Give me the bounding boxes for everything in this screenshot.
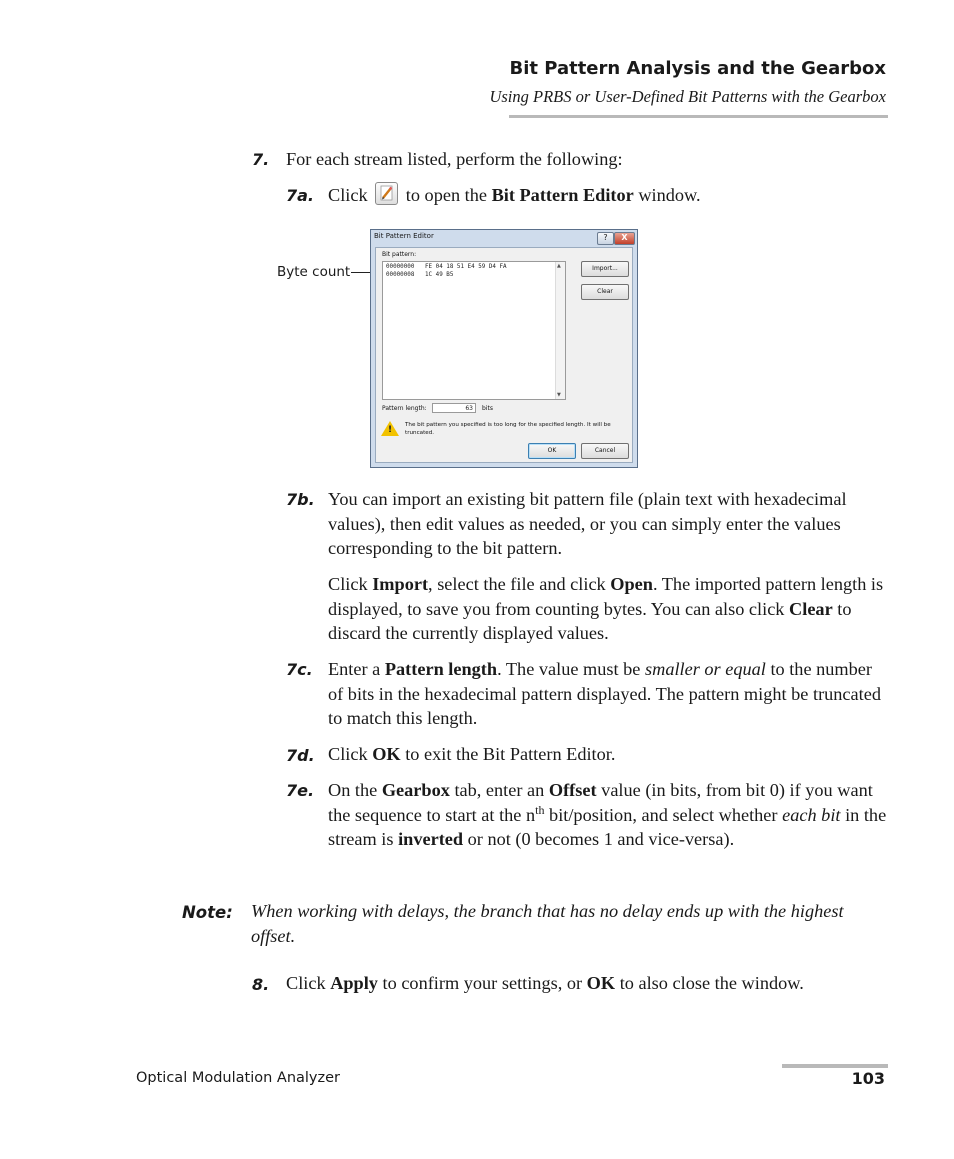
note-label: Note:	[182, 903, 233, 922]
pattern-length-input[interactable]: 63	[432, 403, 476, 413]
dialog-title: Bit Pattern Editor	[374, 232, 434, 240]
ok-button[interactable]: OK	[528, 443, 576, 459]
step-7b-number: 7b.	[286, 490, 315, 509]
warning-mark: !	[388, 425, 393, 435]
hex-bytes: 1C 49 B5	[425, 272, 454, 278]
step-7d-text: Click OK to exit the Bit Pattern Editor.	[328, 744, 616, 764]
step-7e-text: On the Gearbox tab, enter an Offset value (in bits, from bit 0) if you want the sequence to start at the $n^{th}$ bit/position, and select whether each bit in the stream is inverted or not (0 becomes 1 and vice-versa).	[328, 780, 887, 849]
byte-offset: 00000000	[386, 264, 415, 270]
scroll-up-icon[interactable]: ▲	[557, 263, 561, 269]
step-7a-text: Click to open the Bit Pattern Editor window.	[328, 182, 701, 208]
bits-label: bits	[482, 405, 493, 412]
step-7c-number: 7c.	[286, 660, 313, 679]
textarea-scrollbar[interactable]	[555, 262, 565, 399]
byte-offset: 00000008	[386, 272, 415, 278]
running-header-title: Bit Pattern Analysis and the Gearbox	[509, 58, 886, 79]
step-7d-number: 7d.	[286, 746, 315, 765]
note-text: When working with delays, the branch that has no delay ends up with the highest offset.	[251, 901, 844, 946]
bit-pattern-editor-dialog	[370, 229, 638, 468]
byte-count-callout: Byte count	[277, 264, 351, 280]
running-header-subtitle: Using PRBS or User-Defined Bit Patterns with the Gearbox	[489, 87, 886, 106]
page-number: 103	[851, 1069, 885, 1088]
cancel-button[interactable]: Cancel	[581, 443, 629, 459]
step-7e-number: 7e.	[286, 781, 315, 800]
footer-product-name: Optical Modulation Analyzer	[136, 1070, 340, 1086]
step-7-number: 7.	[252, 150, 270, 169]
warning-text: The bit pattern you specified is too long for the specified length. It will be truncated.	[405, 422, 611, 436]
help-button[interactable]: ?	[597, 232, 614, 245]
step-8-number: 8.	[252, 975, 270, 994]
hex-line-1	[386, 264, 507, 270]
close-button[interactable]: X	[614, 232, 635, 245]
import-button[interactable]: Import...	[581, 261, 629, 277]
footer-rule	[782, 1064, 888, 1068]
step-7b-paragraph-1: You can import an existing bit pattern file (plain text with hexadecimal values), then edit values as needed, or you can simply enter the values corresponding to the bit pattern.	[328, 489, 847, 558]
bit-pattern-textarea[interactable]	[382, 261, 566, 400]
header-rule	[509, 115, 888, 118]
step-7a-number: 7a.	[286, 186, 315, 205]
step-7-text: For each stream listed, perform the following:	[286, 149, 623, 169]
bit-pattern-label: Bit pattern:	[382, 251, 417, 258]
step-8-text: Click Apply to confirm your settings, or OK to also close the window.	[286, 973, 804, 993]
step-7c-text: Enter a Pattern length. The value must be smaller or equal to the number of bits in the hexadecimal pattern displayed. The pattern might be truncated to match this length.	[328, 659, 881, 728]
clear-button[interactable]: Clear	[581, 284, 629, 300]
edit-pencil-icon[interactable]	[375, 182, 398, 205]
pattern-length-label: Pattern length:	[382, 405, 427, 412]
step-7b-paragraph-2: Click Import, select the file and click Open. The imported pattern length is displayed, to save you from counting bytes. You can also click Clear to discard the currently displayed values.	[328, 574, 884, 643]
scroll-down-icon[interactable]: ▼	[557, 392, 561, 398]
hex-bytes: FE 04 18 51 E4 59 D4 FA	[425, 264, 507, 270]
hex-line-2	[386, 272, 453, 278]
dialog-body	[375, 247, 633, 463]
